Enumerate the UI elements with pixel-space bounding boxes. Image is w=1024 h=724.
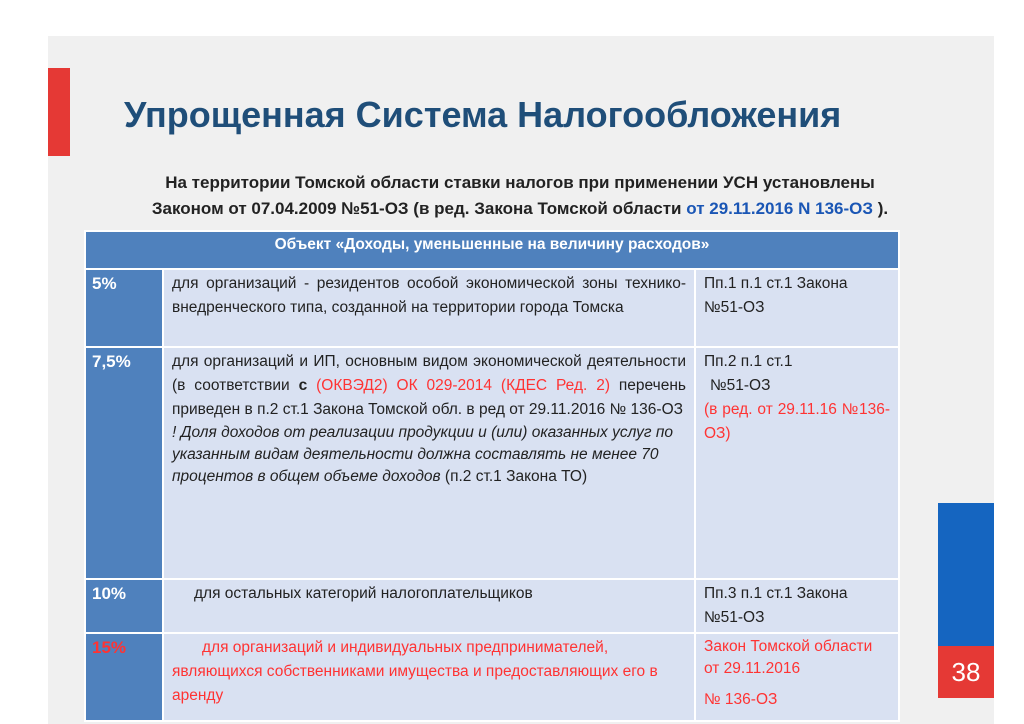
rate-cell: 7,5% (85, 347, 163, 579)
subtitle-line-2 (70, 196, 970, 222)
blue-decoration-block (938, 503, 994, 646)
law-ref: Закон Томской области от 29.11.2016 (704, 638, 873, 677)
tax-rates-table (84, 230, 900, 722)
okved-reference: (ОКВЭД2) ОК 029-2014 (КДЕС Ред. 2) (307, 377, 610, 394)
law-cell (695, 347, 899, 579)
rate-cell: 15% (85, 633, 163, 721)
description-conj: с (298, 377, 308, 394)
rate-cell: 5% (85, 269, 163, 347)
slide-title: Упрощенная Система Налогообложения (124, 94, 842, 135)
note-text: ! Доля доходов от реализации продукции и (или) оказанных услуг по указанным видам деятельности должна составлять не менее 70 процентов в общем объеме доходов (172, 424, 674, 485)
note-reference: (п.2 ст.1 Закона ТО) (440, 468, 588, 485)
red-accent-bar (48, 68, 70, 156)
rate-cell: 10% (85, 579, 163, 633)
subtitle-line-2-prefix: Законом от 07.04.2009 №51-ОЗ (в ред. Закона Томской области (151, 199, 687, 218)
law-number: №51-ОЗ (710, 377, 771, 394)
table-row (85, 269, 899, 347)
income-share-note (172, 422, 686, 488)
law-number: № 136-ОЗ (704, 691, 778, 708)
slide-subtitle (70, 170, 970, 222)
description-text: для организаций и ИП, основным видом экономической деятельности (в соответствии (172, 353, 686, 394)
table-row (85, 633, 899, 721)
description-cell: для организаций и индивидуальных предпринимателей, являющихся собственниками имущества и предоставляющих его в аренду (163, 633, 695, 721)
subtitle-line-1: На территории Томской области ставки налогов при применении УСН установлены (165, 173, 875, 192)
law-cell (695, 633, 899, 721)
subtitle-law-date: от 29.11.2016 N 136-ОЗ (686, 199, 874, 218)
description-cell (163, 347, 695, 579)
law-cell: Пп.3 п.1 ст.1 Закона №51-ОЗ (695, 579, 899, 633)
law-cell: Пп.1 п.1 ст.1 Закона №51-ОЗ (695, 269, 899, 347)
description-text-2: перечень приведен в п.2 ст.1 Закона Томской обл. в ред от 29.11.2016 № 136-ОЗ (172, 377, 686, 418)
subtitle-line-2-suffix: ). (873, 199, 889, 218)
law-amendment: (в ред. от 29.11.16 №136-ОЗ) (704, 401, 890, 442)
law-ref: Пп.2 п.1 ст.1 (704, 353, 793, 370)
table-row (85, 347, 899, 579)
table-header-row (85, 231, 899, 269)
table-row (85, 579, 899, 633)
description-cell: для организаций - резидентов особой экономической зоны технико-внедренческого типа, созданной на территории города Томска (163, 269, 695, 347)
page-number: 38 (951, 657, 981, 687)
table-header: Объект «Доходы, уменьшенные на величину расходов» (85, 231, 899, 269)
description-cell: для остальных категорий налогоплательщиков (163, 579, 695, 633)
